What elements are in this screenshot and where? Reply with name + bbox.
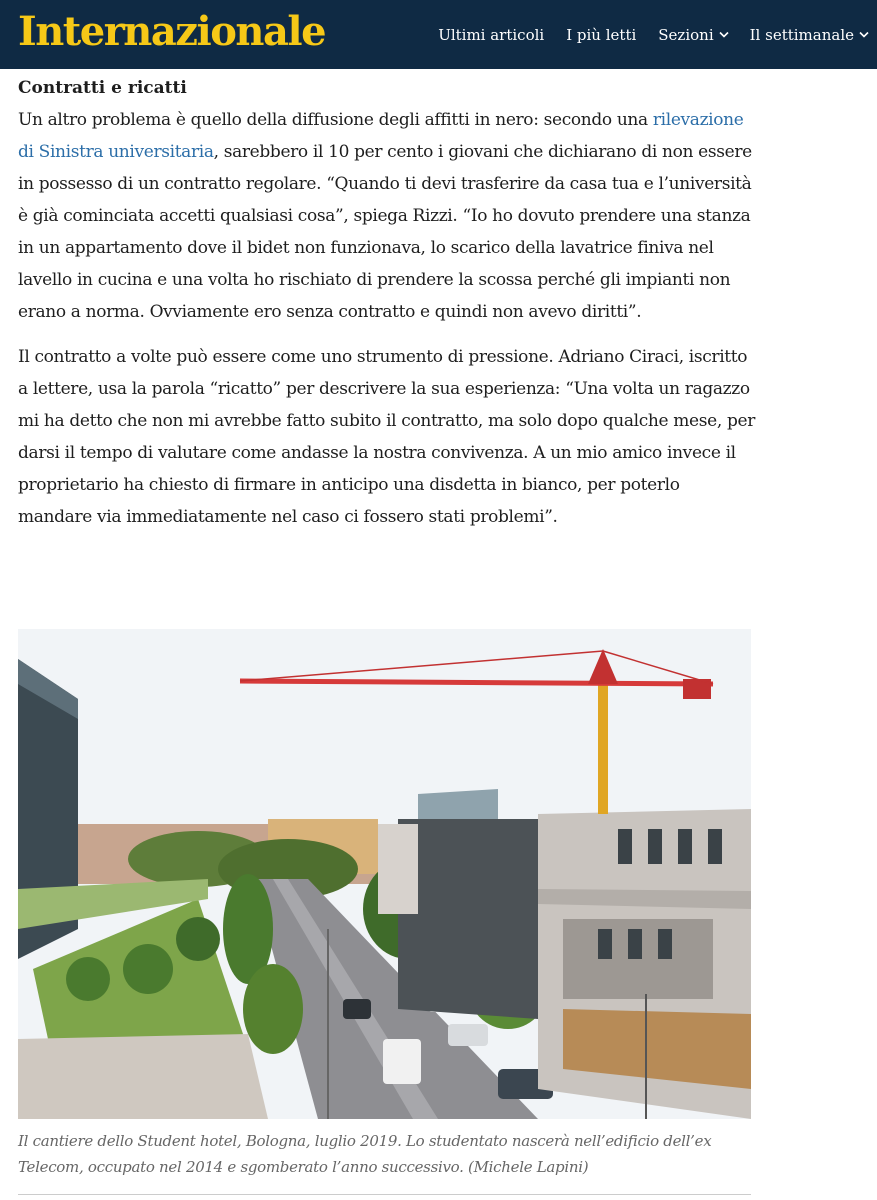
article-photo: [18, 629, 751, 1119]
nav-piu-letti[interactable]: [566, 26, 636, 44]
nav-ultimi-articoli[interactable]: [438, 26, 544, 44]
site-logo[interactable]: Internazionale: [18, 8, 326, 55]
article-paragraph: [18, 104, 758, 328]
nav-label: Ultimi articoli: [438, 25, 545, 44]
nav-label: Il settimanale: [749, 25, 854, 44]
rilevazione-link[interactable]: rilevazione di Sinistra universitaria: [18, 110, 744, 162]
site-header: [0, 0, 877, 69]
main-nav: [438, 0, 877, 69]
photo-caption: Il cantiere dello Student hotel, Bologna, luglio 2019. Lo studentato nascerà nell’edificio dell’ex Telecom, occupato nel 2014 e sgomberato l’anno successivo. (Michele Lapini): [18, 1132, 712, 1176]
article-paragraph: Il contratto a volte può essere come uno strumento di pressione. Adriano Ciraci, iscritto a lettere, usa la parola “ricatto” per descrivere la sua esperienza: “Una volta un ragazzo mi ha detto che non mi avrebbe fatto subito il contratto, ma solo dopo qualche mese, per darsi il tempo di valutare come andasse la nostra convivenza. A un mio amico invece il proprietario ha chiesto di firmare in anticipo una disdetta in bianco, per poterlo mandare via immediatamente nel caso ci fossero stati problemi”.: [18, 347, 755, 527]
paragraph-text: Un altro problema è quello della diffusione degli affitti in nero: secondo una: [18, 110, 653, 130]
nav-sezioni[interactable]: [658, 26, 727, 44]
section-subheading: Contratti e ricatti: [18, 78, 187, 98]
nav-label: Sezioni: [658, 25, 714, 44]
nav-label: I più letti: [566, 25, 637, 44]
nav-settimanale[interactable]: [750, 26, 868, 44]
paragraph-text: , sarebbero il 10 per cento i giovani che dichiarano di non essere in possesso di un contratto regolare. “Quando ti devi trasferire da casa tua e l’università è già cominciata accetti qualsiasi cosa”, spiega Rizzi. “Io ho dovuto prendere una stanza in un appartamento dove il bidet non funzionava, lo scarico della lavatrice finiva nel lavello in cucina e una volta ho rischiato di prendere la scossa perché gli impianti non erano a norma. Ovviamente ero senza contratto e quindi non avevo diritti”.: [18, 142, 752, 322]
article-body: [18, 76, 758, 533]
chevron-down-icon: [859, 30, 868, 39]
chevron-down-icon: [719, 30, 728, 39]
divider: [18, 1194, 751, 1195]
